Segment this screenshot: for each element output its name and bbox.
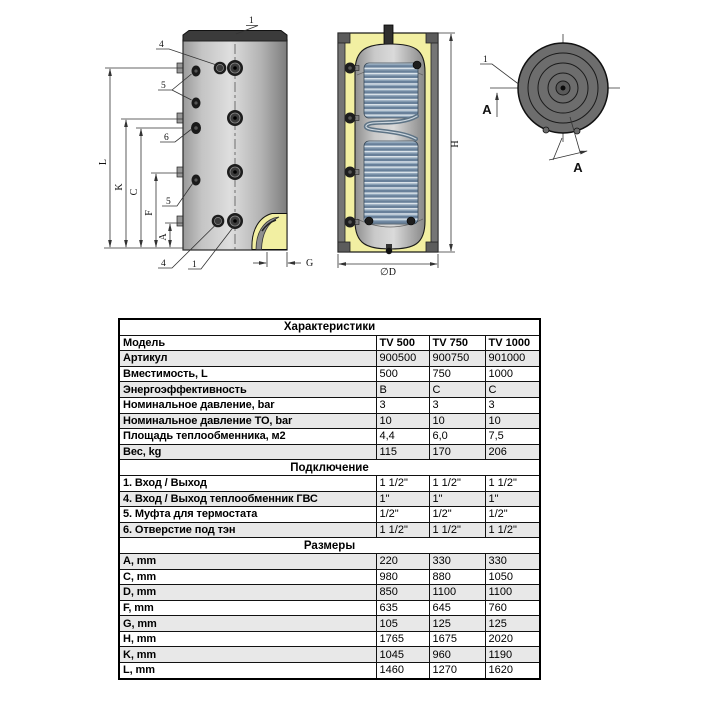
cell-value: 330 (485, 553, 540, 569)
cell-value: 3 (485, 397, 540, 413)
table-row (119, 616, 540, 632)
cell-value: 10 (376, 413, 429, 429)
cell-value: 980 (376, 569, 429, 585)
row-label: Вес, kg (119, 444, 376, 460)
cell-value: 960 (429, 647, 485, 663)
section-label-a-bottom: A (573, 160, 583, 175)
cell-value: 1/2" (485, 507, 540, 523)
row-label: Номинальное давление ТО, bar (119, 413, 376, 429)
table-row (119, 491, 540, 507)
cell-value: TV 1000 (485, 335, 540, 351)
cell-value: 901000 (485, 351, 540, 367)
dim-label-f: F (144, 210, 155, 216)
cell-value: TV 750 (429, 335, 485, 351)
cell-value: 1765 (376, 631, 429, 647)
table-row (119, 522, 540, 538)
dim-label-g: G (306, 258, 314, 269)
cell-value: 1000 (485, 366, 540, 382)
table-row (119, 585, 540, 601)
cell-value: 170 (429, 444, 485, 460)
row-label: A, mm (119, 553, 376, 569)
cell-value: 220 (376, 553, 429, 569)
section-title: Размеры (119, 538, 540, 554)
cell-value: 1675 (429, 631, 485, 647)
callout-5-upper: 5 (161, 81, 166, 91)
cell-value: 1" (376, 491, 429, 507)
cell-value: 125 (485, 616, 540, 632)
table-row (119, 335, 540, 351)
table-row (119, 663, 540, 679)
dimension-lines (98, 68, 183, 248)
cell-value: TV 500 (376, 335, 429, 351)
dim-label-diameter: ∅D (380, 267, 396, 278)
section-header-row (119, 538, 540, 554)
row-label: F, mm (119, 600, 376, 616)
callout-4-bottom: 4 (161, 259, 166, 269)
cell-value: 7,5 (485, 429, 540, 445)
cell-value: 1190 (485, 647, 540, 663)
row-label: 5. Муфта для термостата (119, 507, 376, 523)
section-label-a-left: A (482, 102, 492, 117)
tank-top-cap (183, 31, 287, 42)
row-label: Площадь теплообменника, м2 (119, 429, 376, 445)
cell-value: 1" (429, 491, 485, 507)
row-label: 6. Отверстие под тэн (119, 522, 376, 538)
cell-value: 1460 (376, 663, 429, 679)
callout-5-lower: 5 (166, 197, 171, 207)
section-header-row (119, 319, 540, 335)
table-row (119, 647, 540, 663)
cell-value: 1 1/2" (485, 475, 540, 491)
dim-label-a: A (158, 233, 169, 241)
row-label: Энергоэффективность (119, 382, 376, 398)
cell-value: 330 (429, 553, 485, 569)
table-row (119, 507, 540, 523)
table-row (119, 444, 540, 460)
dim-label-k: K (114, 183, 125, 191)
section-title: Характеристики (119, 319, 540, 335)
row-label: H, mm (119, 631, 376, 647)
cell-value: 10 (429, 413, 485, 429)
row-label: 4. Вход / Выход теплообменник ГВС (119, 491, 376, 507)
spec-table (118, 318, 541, 680)
cell-value: 1 1/2" (376, 475, 429, 491)
dim-label-c: C (129, 188, 140, 196)
table-row (119, 429, 540, 445)
row-label: G, mm (119, 616, 376, 632)
technical-drawing (0, 0, 720, 310)
table-row (119, 600, 540, 616)
cell-value: 10 (485, 413, 540, 429)
callout-4-top: 4 (159, 40, 164, 50)
cell-value: 645 (429, 600, 485, 616)
row-label: C, mm (119, 569, 376, 585)
cell-value: 880 (429, 569, 485, 585)
dimension-d (338, 254, 438, 278)
cell-value: 900750 (429, 351, 485, 367)
cell-value: 1/2" (429, 507, 485, 523)
section-header-row (119, 460, 540, 476)
row-label: Артикул (119, 351, 376, 367)
section-mark-left (482, 93, 497, 117)
table-row (119, 366, 540, 382)
cell-value: 3 (376, 397, 429, 413)
dim-label-h: H (450, 140, 461, 148)
dimension-h (438, 33, 461, 252)
cell-value: 1620 (485, 663, 540, 679)
cell-value: 2020 (485, 631, 540, 647)
cell-value: 760 (485, 600, 540, 616)
cell-value: 125 (429, 616, 485, 632)
row-label: L, mm (119, 663, 376, 679)
table-row (119, 351, 540, 367)
cell-value: 1/2" (376, 507, 429, 523)
table-row (119, 553, 540, 569)
cell-value: 1045 (376, 647, 429, 663)
callout-1-top: 1 (249, 16, 254, 26)
cell-value: 1" (485, 491, 540, 507)
dim-label-l: L (98, 158, 109, 166)
front-view (98, 16, 313, 270)
row-label: Модель (119, 335, 376, 351)
cell-value: 900500 (376, 351, 429, 367)
top-view (480, 34, 620, 175)
cell-value: 206 (485, 444, 540, 460)
cell-value: 500 (376, 366, 429, 382)
callout-6: 6 (164, 133, 169, 143)
cell-value: 6,0 (429, 429, 485, 445)
cell-value: 750 (429, 366, 485, 382)
section-view (338, 25, 461, 278)
row-label: Вместимость, L (119, 366, 376, 382)
section-title: Подключение (119, 460, 540, 476)
row-label: K, mm (119, 647, 376, 663)
cell-value: B (376, 382, 429, 398)
cell-value: 1 1/2" (429, 522, 485, 538)
cell-value: 1270 (429, 663, 485, 679)
table-row (119, 397, 540, 413)
dimension-g (253, 252, 313, 269)
table-row (119, 382, 540, 398)
callout-1-bottom: 1 (192, 260, 197, 270)
row-label: 1. Вход / Выход (119, 475, 376, 491)
cell-value: C (429, 382, 485, 398)
cell-value: 635 (376, 600, 429, 616)
cell-value: 115 (376, 444, 429, 460)
table-row (119, 631, 540, 647)
bottom-drain (386, 244, 392, 254)
cell-value: 1 1/2" (429, 475, 485, 491)
cell-value: 3 (429, 397, 485, 413)
cell-value: 1050 (485, 569, 540, 585)
cell-value: 1 1/2" (485, 522, 540, 538)
cell-value: 850 (376, 585, 429, 601)
cell-value: 1 1/2" (376, 522, 429, 538)
cell-value: C (485, 382, 540, 398)
cell-value: 1100 (429, 585, 485, 601)
heat-exchanger-coils (364, 61, 421, 225)
table-row (119, 569, 540, 585)
table-row (119, 413, 540, 429)
cell-value: 1100 (485, 585, 540, 601)
callout-1-topview: 1 (483, 55, 488, 65)
cell-value: 105 (376, 616, 429, 632)
cell-value: 4,4 (376, 429, 429, 445)
row-label: Номинальное давление, bar (119, 397, 376, 413)
row-label: D, mm (119, 585, 376, 601)
top-nipple (384, 25, 393, 45)
table-row (119, 475, 540, 491)
